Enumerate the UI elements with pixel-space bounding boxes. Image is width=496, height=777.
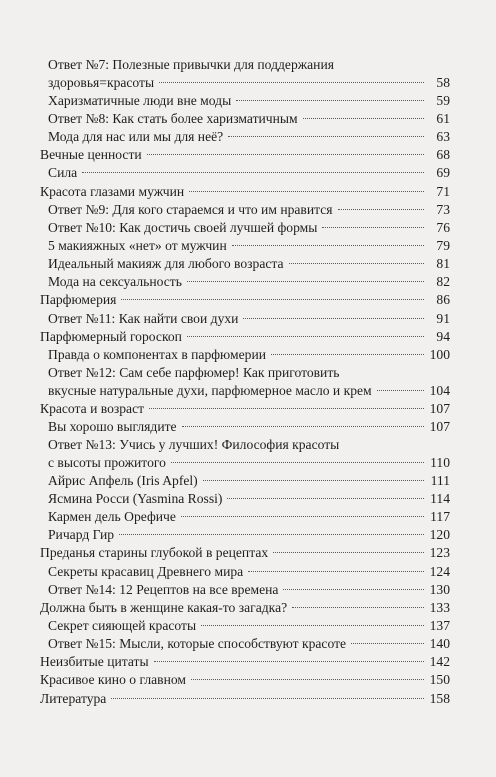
toc-entry[interactable] — [0, 599, 496, 617]
toc-entry[interactable] — [0, 563, 496, 581]
toc-entry[interactable] — [0, 328, 496, 346]
toc-entry-title: Ричард Гир — [48, 527, 115, 543]
toc-entry-title-line: Ответ №7: Полезные привычки для поддержания — [48, 57, 334, 72]
toc-entry[interactable] — [0, 92, 496, 110]
leader-dots — [121, 299, 424, 300]
leader-dots — [236, 100, 424, 101]
leader-dots — [351, 643, 424, 644]
toc-entry-title: Кармен дель Орефиче — [48, 509, 176, 525]
toc-entry[interactable] — [0, 310, 496, 328]
toc-entry[interactable] — [0, 146, 496, 164]
leader-dots — [292, 607, 424, 608]
toc-entry-title: Должна быть в женщине какая-то загадка? — [40, 599, 288, 615]
toc-entry-title: Идеальный макияж для любого возраста — [48, 256, 284, 272]
toc-entry-title: Вы хорошо выглядите — [48, 418, 177, 434]
toc-entry-title-line: Ответ №12: Сам себе парфюмер! Как приготовить — [48, 365, 340, 380]
toc-entry-page-number: 79 — [436, 237, 450, 253]
toc-entry-title: Ясмина Росси (Yasmina Rossi) — [48, 490, 223, 506]
leader-dots — [377, 390, 424, 391]
toc-entry-title: Айрис Апфель (Iris Apfel) — [48, 472, 198, 488]
toc-entry-page-number: 124 — [429, 563, 450, 579]
toc-entry-title: Ответ №11: Как найти свои духи — [48, 310, 239, 326]
leader-dots — [283, 589, 424, 590]
toc-entry[interactable] — [0, 690, 496, 708]
leader-dots — [232, 245, 424, 246]
leader-dots — [182, 426, 424, 427]
leader-dots — [159, 82, 424, 83]
toc-entry-page-number: 150 — [429, 672, 450, 688]
toc-entry-page-number: 107 — [429, 418, 450, 434]
toc-entry[interactable] — [0, 635, 496, 653]
toc-entry[interactable] — [0, 617, 496, 635]
toc-entry[interactable] — [0, 671, 496, 689]
toc-entry-title: Преданья старины глубокой в рецептах — [40, 545, 269, 561]
toc-entry-page-number: 63 — [436, 129, 450, 145]
toc-entry-title: Мода на сексуальность — [48, 274, 182, 290]
leader-dots — [111, 698, 424, 699]
leader-dots — [181, 516, 424, 517]
toc-entry[interactable] — [0, 581, 496, 599]
toc-entry-page-number: 76 — [436, 219, 450, 235]
toc-entry[interactable] — [0, 436, 496, 470]
leader-dots — [191, 679, 424, 680]
toc-entry[interactable] — [0, 653, 496, 671]
toc-entry-page-number: 58 — [436, 74, 450, 90]
toc-entry-title: Ответ №15: Мысли, которые способствуют красоте — [48, 636, 347, 652]
toc-entry[interactable] — [0, 164, 496, 182]
toc-entry-page-number: 137 — [429, 618, 450, 633]
toc-entry-title: Литература — [40, 690, 107, 706]
toc-entry[interactable] — [0, 418, 496, 436]
toc-entry-title: Секреты красавиц Древнего мира — [48, 563, 244, 579]
leader-dots — [119, 534, 424, 535]
toc-entry-title: Ответ №8: Как стать более харизматичным — [48, 110, 298, 126]
toc-entry-page-number: 140 — [429, 636, 450, 652]
toc-entry-page-number: 91 — [436, 310, 450, 326]
toc-entry-page-number: 81 — [436, 256, 450, 272]
toc-entry-title: Ответ №10: Как достичь своей лучшей формы — [48, 219, 318, 235]
toc-entry-page-number: 110 — [430, 454, 450, 470]
toc-entry[interactable] — [0, 56, 496, 90]
toc-entry-title: 5 макияжных «нет» от мужчин — [48, 237, 227, 253]
toc-entry-page-number: 104 — [429, 382, 450, 398]
toc-entry[interactable] — [0, 183, 496, 201]
toc-entry-title: Мода для нас или мы для неё? — [48, 129, 224, 145]
toc-entry-page-number: 100 — [429, 346, 450, 362]
toc-entry-title: Парфюмерный гороскоп — [40, 328, 182, 344]
leader-dots — [289, 263, 424, 264]
leader-dots — [187, 281, 424, 282]
toc-entry-title: Неизбитые цитаты — [40, 654, 149, 670]
leader-dots — [271, 354, 424, 355]
leader-dots — [338, 209, 424, 210]
toc-entry[interactable] — [0, 544, 496, 562]
toc-entry-page-number: 86 — [436, 292, 450, 308]
toc-entry-title: Секрет сияющей красоты — [48, 618, 197, 633]
toc-entry-page-number: 123 — [429, 545, 450, 561]
toc-entry-page-number: 61 — [436, 110, 450, 126]
leader-dots — [201, 625, 424, 626]
toc-entry[interactable] — [0, 364, 496, 398]
leader-dots — [228, 136, 424, 137]
toc-entry-page-number: 111 — [430, 472, 450, 488]
toc-entry-title: Харизматичные люди вне моды — [48, 92, 232, 108]
toc-entry[interactable] — [0, 201, 496, 219]
toc-entry-page-number: 82 — [436, 274, 450, 290]
toc-entry-title: Парфюмерия — [40, 292, 117, 308]
toc-entry-title-line: Ответ №13: Учись у лучших! Философия красоты — [48, 437, 340, 453]
leader-dots — [82, 172, 424, 173]
leader-dots — [154, 661, 424, 662]
toc-entry-title: Красота и возраст — [40, 400, 145, 416]
toc-entry-page-number: 107 — [429, 400, 450, 416]
leader-dots — [227, 498, 424, 499]
leader-dots — [149, 408, 424, 409]
toc-entry[interactable] — [0, 291, 496, 309]
toc-entry[interactable] — [0, 128, 496, 146]
toc-entry-title: вкусные натуральные духи, парфюмерное масло и крем — [48, 382, 372, 398]
toc-entry[interactable] — [0, 219, 496, 237]
toc-entry-title: Красота глазами мужчин — [40, 183, 185, 199]
toc-entry[interactable] — [0, 490, 496, 508]
toc-entry-page-number: 69 — [436, 165, 450, 181]
leader-dots — [187, 336, 424, 337]
toc-entry[interactable] — [0, 400, 496, 418]
leader-dots — [189, 191, 424, 192]
toc-entry-page-number: 158 — [429, 690, 450, 706]
toc-entry-title: Сила — [48, 165, 78, 181]
toc-entry-page-number: 120 — [429, 527, 450, 543]
toc-entry[interactable] — [0, 526, 496, 544]
toc-entry-title: здоровья=красоты — [48, 74, 155, 90]
toc-entry-page-number: 142 — [429, 654, 450, 670]
toc-entry-page-number: 114 — [430, 490, 450, 506]
toc-entry-title: Вечные ценности — [40, 147, 142, 163]
toc-entry[interactable] — [0, 255, 496, 273]
toc-entry-page-number: 68 — [436, 147, 450, 163]
toc-entry-page-number: 59 — [436, 92, 450, 108]
leader-dots — [243, 318, 424, 319]
toc-entry-page-number: 130 — [429, 581, 450, 597]
toc-entry[interactable] — [0, 472, 496, 490]
toc-entry-page-number: 94 — [436, 328, 450, 344]
toc-entry-title: с высоты прожитого — [48, 454, 166, 470]
leader-dots — [203, 480, 424, 481]
toc-entry-title: Ответ №9: Для кого стараемся и что им нравится — [48, 201, 333, 217]
leader-dots — [273, 552, 424, 553]
toc-entry[interactable] — [0, 237, 496, 255]
leader-dots — [248, 571, 424, 572]
toc-entry[interactable] — [0, 110, 496, 128]
leader-dots — [171, 462, 424, 463]
leader-dots — [322, 227, 424, 228]
toc-entry-title: Правда о компонентах в парфюмерии — [48, 346, 267, 362]
toc-entry[interactable] — [0, 346, 496, 364]
leader-dots — [147, 154, 424, 155]
toc-entry-title: Красивое кино о главном — [40, 672, 187, 688]
toc-entry[interactable] — [0, 508, 496, 526]
toc-entry[interactable] — [0, 273, 496, 291]
toc-entry-page-number: 133 — [429, 599, 450, 615]
toc-entry-page-number: 71 — [436, 183, 450, 199]
toc-entry-title: Ответ №14: 12 Рецептов на все времена — [48, 581, 279, 597]
leader-dots — [303, 118, 424, 119]
toc-entry-page-number: 117 — [430, 509, 450, 525]
toc-entry-page-number: 73 — [436, 201, 450, 217]
